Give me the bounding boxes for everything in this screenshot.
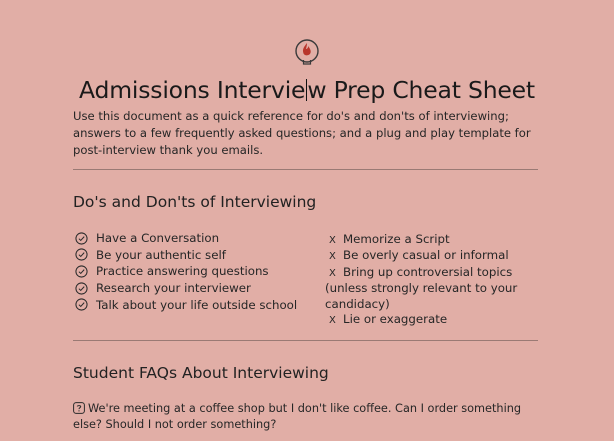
donts-list-item[interactable] bbox=[325, 248, 555, 264]
title-text-start: Admissions Intervie bbox=[79, 76, 306, 104]
faq-question-text: We're meeting at a coffee shop but I don't like coffee. Can I order something else? Should I not order something? bbox=[73, 402, 522, 431]
donts-list-item[interactable] bbox=[325, 232, 555, 248]
donts-list-item[interactable] bbox=[325, 265, 555, 312]
question-box-icon bbox=[73, 402, 85, 414]
check-circle-icon bbox=[75, 282, 88, 295]
check-circle-icon bbox=[75, 298, 88, 311]
donts-list-item[interactable] bbox=[325, 312, 555, 328]
divider bbox=[73, 340, 538, 341]
dos-item-text: Be your authentic self bbox=[96, 247, 226, 262]
x-mark-icon: X bbox=[329, 315, 336, 327]
dos-item-text: Have a Conversation bbox=[96, 231, 220, 246]
dos-list-item[interactable] bbox=[73, 280, 297, 297]
donts-list bbox=[325, 232, 555, 328]
x-mark-icon: X bbox=[329, 235, 336, 246]
dos-list-item[interactable] bbox=[73, 247, 297, 264]
check-circle-icon bbox=[75, 248, 88, 261]
intro-paragraph[interactable]: Use this document as a quick reference for do's and don'ts of interviewing; answers to a few frequently asked questions; and a plug and play template for post-interview thank you emails. bbox=[73, 109, 531, 157]
x-mark-icon: X bbox=[329, 267, 336, 279]
flame-logo-icon bbox=[294, 38, 320, 68]
dos-item-text: Practice answering questions bbox=[96, 264, 269, 279]
dos-list-item[interactable] bbox=[73, 296, 297, 313]
dos-item-text: Research your interviewer bbox=[96, 281, 251, 296]
dos-item-text: Talk about your life outside school bbox=[96, 297, 298, 312]
x-mark-icon: X bbox=[329, 251, 336, 263]
donts-item-text: Bring up controversial topics (unless strongly relevant to your candidacy) bbox=[325, 264, 518, 311]
dos-donts-heading[interactable]: Do's and Don'ts of Interviewing bbox=[73, 193, 317, 211]
dos-list bbox=[73, 230, 297, 313]
check-circle-icon bbox=[75, 265, 88, 278]
document-title[interactable] bbox=[0, 76, 614, 104]
donts-item-text: Be overly casual or informal bbox=[343, 248, 509, 263]
title-text-end: w Prep Cheat Sheet bbox=[307, 76, 535, 104]
check-circle-icon bbox=[75, 232, 88, 245]
dos-list-item[interactable] bbox=[73, 230, 297, 247]
donts-item-text: Memorize a Script bbox=[343, 232, 450, 246]
donts-item-text: Lie or exaggerate bbox=[343, 312, 448, 327]
faq-heading[interactable]: Student FAQs About Interviewing bbox=[73, 364, 329, 382]
faq-question[interactable] bbox=[73, 401, 553, 432]
dos-list-item[interactable] bbox=[73, 263, 297, 280]
divider bbox=[73, 169, 538, 170]
